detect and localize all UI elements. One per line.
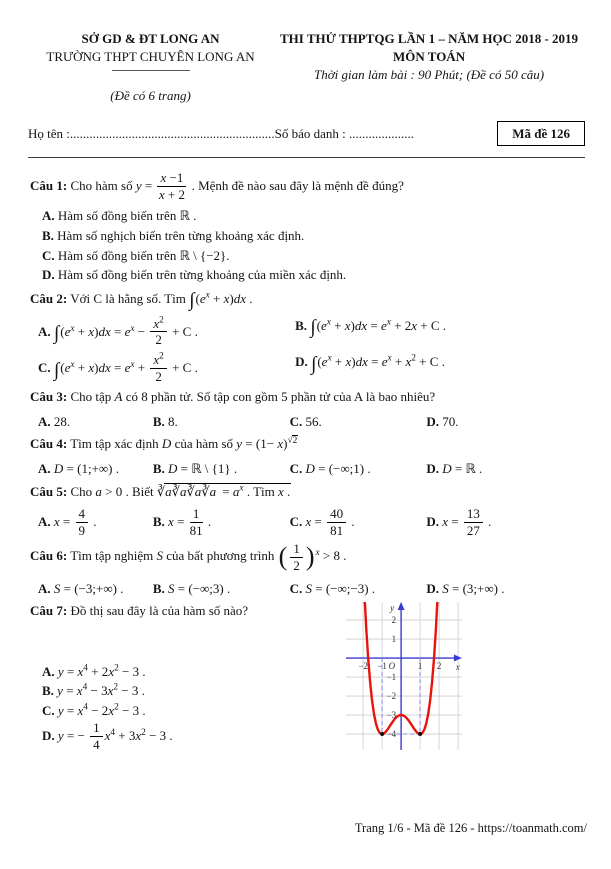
- question-label: Câu 3:: [30, 389, 68, 405]
- candidate-row: [28, 121, 585, 147]
- svg-text:2: 2: [391, 615, 397, 626]
- svg-text:y: y: [390, 603, 395, 614]
- exam-subject: MÔN TOÁN: [392, 48, 466, 64]
- svg-text:−2: −2: [358, 661, 368, 672]
- option-label: A.: [38, 580, 54, 596]
- option-b: B. Hàm số nghịch biến trên từng khoảng xác định.: [42, 228, 305, 244]
- question-7-stem: Câu 7: Đồ thị sau đây là của hàm số nào?: [30, 603, 249, 619]
- question-4: [28, 435, 585, 477]
- option-b: B. $\int(e^x + x)dx = e^x + 2x + C$ .: [295, 317, 447, 339]
- option-a: A. x = $\frac{4}{9}$ .: [38, 506, 97, 538]
- question-2: [28, 290, 585, 384]
- svg-text:1: 1: [391, 634, 397, 645]
- question-7-options: [28, 662, 342, 753]
- option-label: C.: [289, 460, 306, 476]
- question-label: Câu 2:: [30, 290, 68, 306]
- question-3-stem: Câu 3: Cho tập A có 8 phần tử. Số tập con gồm 5 phần tử của A là bao nhiêu?: [30, 389, 436, 405]
- question-1: [28, 171, 585, 284]
- svg-text:−3: −3: [386, 710, 397, 721]
- org-name: SỞ GD & ĐT LONG AN: [81, 31, 220, 46]
- option-label: A.: [38, 514, 54, 530]
- option-label: D.: [295, 354, 311, 370]
- option-label: D.: [42, 267, 58, 283]
- graph-container: [346, 602, 462, 755]
- question-label: Câu 6:: [30, 548, 68, 564]
- option-label: C.: [289, 514, 306, 530]
- option-c: C. D = (−∞;1) .: [289, 460, 371, 476]
- svg-text:−1: −1: [386, 672, 397, 683]
- option-label: C.: [42, 702, 58, 718]
- option-c: C. $y = x^4 - 2x^2 - 3$ .: [42, 702, 146, 718]
- option-b: B. D = ℝ \ {1} .: [152, 460, 238, 476]
- question-5-options: [28, 507, 585, 537]
- question-3-options: [28, 413, 585, 431]
- exam-code-box: Mã đề 126: [497, 121, 585, 147]
- option-label: B.: [152, 580, 169, 596]
- option-c: C. 56.: [289, 413, 322, 429]
- exam-title: THI THỬ THPTQG LẦN 1 – NĂM HỌC 2018 - 2019: [280, 31, 579, 46]
- option-label: B.: [42, 683, 58, 699]
- option-label: C.: [42, 247, 58, 263]
- org-block: [28, 30, 273, 105]
- option-d: D. D = ℝ .: [426, 460, 483, 476]
- exam-header: [28, 30, 585, 158]
- option-b: B. x = $\frac{1}{81}$ .: [152, 506, 212, 538]
- option-c: C. S = (−∞;−3) .: [289, 580, 376, 596]
- option-label: B.: [42, 228, 58, 244]
- option-d: D. x = $\frac{13}{27}$ .: [426, 506, 492, 538]
- exam-title-block: [273, 30, 585, 105]
- question-4-options: [28, 460, 585, 478]
- question-2-stem: Câu 2: Với C là hằng số. Tìm $\int(e^x + x)dx$ .: [30, 290, 253, 312]
- option-label: A.: [42, 663, 58, 679]
- question-6-options: [28, 580, 585, 598]
- option-label: C.: [289, 413, 306, 429]
- option-label: B.: [152, 514, 169, 530]
- option-a: A. 28.: [38, 413, 71, 429]
- option-d: D. 70.: [426, 413, 459, 429]
- option-label: D.: [426, 580, 443, 596]
- option-a: A. D = (1;+∞) .: [38, 460, 119, 476]
- option-label: A.: [38, 323, 54, 339]
- option-b: B. $y = x^4 - 3x^2 - 3$ .: [42, 682, 145, 699]
- question-5: [28, 483, 585, 538]
- option-d: D. Hàm số đồng biến trên từng khoảng của miền xác định.: [42, 267, 347, 283]
- option-a: A. S = (−3;+∞) .: [38, 580, 124, 596]
- svg-text:−2: −2: [386, 691, 397, 702]
- option-label: D.: [426, 413, 443, 429]
- question-5-stem: Câu 5: Cho a > 0 . Biết ∛a∛a∛a∛a = $a^x$ . Tìm x .: [30, 483, 291, 499]
- option-label: C.: [38, 360, 54, 376]
- option-c: C. $\int(e^x + x)dx = e^x$ + $\frac{x^2}{2}$ + C .: [38, 351, 198, 384]
- question-4-stem: Câu 4: Tìm tập xác định D của hàm số $y = (1- x)^{√2}$: [30, 436, 298, 452]
- svg-text:x: x: [455, 662, 460, 673]
- option-label: D.: [42, 728, 58, 744]
- option-b: B. S = (−∞;3) .: [152, 580, 231, 596]
- name-field-label: Họ tên :...............................................................: [28, 125, 275, 141]
- question-label: Câu 7:: [30, 603, 68, 619]
- option-c: C. x = $\frac{40}{81}$ .: [289, 506, 355, 538]
- option-b: B. 8.: [152, 413, 178, 429]
- svg-text:O: O: [388, 661, 396, 672]
- function-graph: [346, 602, 462, 750]
- option-a: A. Hàm số đồng biến trên ℝ .: [42, 208, 197, 224]
- option-label: A.: [42, 208, 58, 224]
- question-1-options: [28, 206, 585, 284]
- option-d: D. y = − $\frac{1}{4}$ $x^4 + 3x^2 - 3$ .: [42, 720, 173, 752]
- question-label: Câu 1:: [30, 178, 68, 194]
- question-3: [28, 388, 585, 430]
- option-label: A.: [38, 460, 54, 476]
- option-label: B.: [295, 317, 311, 333]
- option-a: A. $\int(e^x + x)dx = e^x$ − $\frac{x^2}{2}$ + C .: [38, 315, 198, 348]
- option-label: D.: [426, 514, 443, 530]
- time-note: Thời gian làm bài : 90 Phút; (Đề có 50 câu): [313, 67, 545, 83]
- school-name: TRƯỜNG THPT CHUYÊN LONG AN: [46, 48, 255, 64]
- svg-text:−4: −4: [386, 729, 397, 740]
- question-6: [28, 542, 585, 597]
- svg-text:2: 2: [436, 661, 442, 672]
- pages-note: (Đề có 6 trang): [110, 88, 191, 104]
- sbd-field-label: Số báo danh : ....................: [274, 125, 415, 141]
- svg-text:1: 1: [417, 661, 423, 672]
- option-label: B.: [152, 413, 169, 429]
- question-label: Câu 5:: [30, 483, 68, 499]
- header-separator: [28, 157, 585, 158]
- question-label: Câu 4:: [30, 436, 68, 452]
- option-d: D. S = (3;+∞) .: [426, 580, 505, 596]
- question-1-stem: Câu 1: Cho hàm số y = $\frac{x -1}{x + 2}$ . Mệnh đề nào sau đây là mệnh đề đúng?: [30, 170, 404, 202]
- option-a: A. $y = x^4 + 2x^2 - 3$ .: [42, 663, 146, 679]
- page-footer: Trang 1/6 - Mã đề 126 - https://toanmath.com/: [354, 821, 587, 836]
- questions: [28, 171, 585, 766]
- option-d: D. $\int(e^x + x)dx = e^x + x^2 + C$ .: [295, 353, 445, 375]
- question-6-stem: Câu 6: Tìm tập nghiệm S của bất phương trình ( $\frac{1}{2}$ ) $^x$ > 8 .: [30, 541, 347, 573]
- option-label: C.: [289, 580, 306, 596]
- question-2-options: [28, 317, 585, 384]
- divider-line: [112, 70, 190, 71]
- svg-text:−1: −1: [377, 661, 387, 672]
- option-c: C. Hàm số đồng biến trên ℝ \ {−2}.: [42, 247, 230, 263]
- option-label: D.: [426, 460, 443, 476]
- option-label: B.: [152, 460, 169, 476]
- option-label: A.: [38, 413, 54, 429]
- question-7: [28, 602, 585, 766]
